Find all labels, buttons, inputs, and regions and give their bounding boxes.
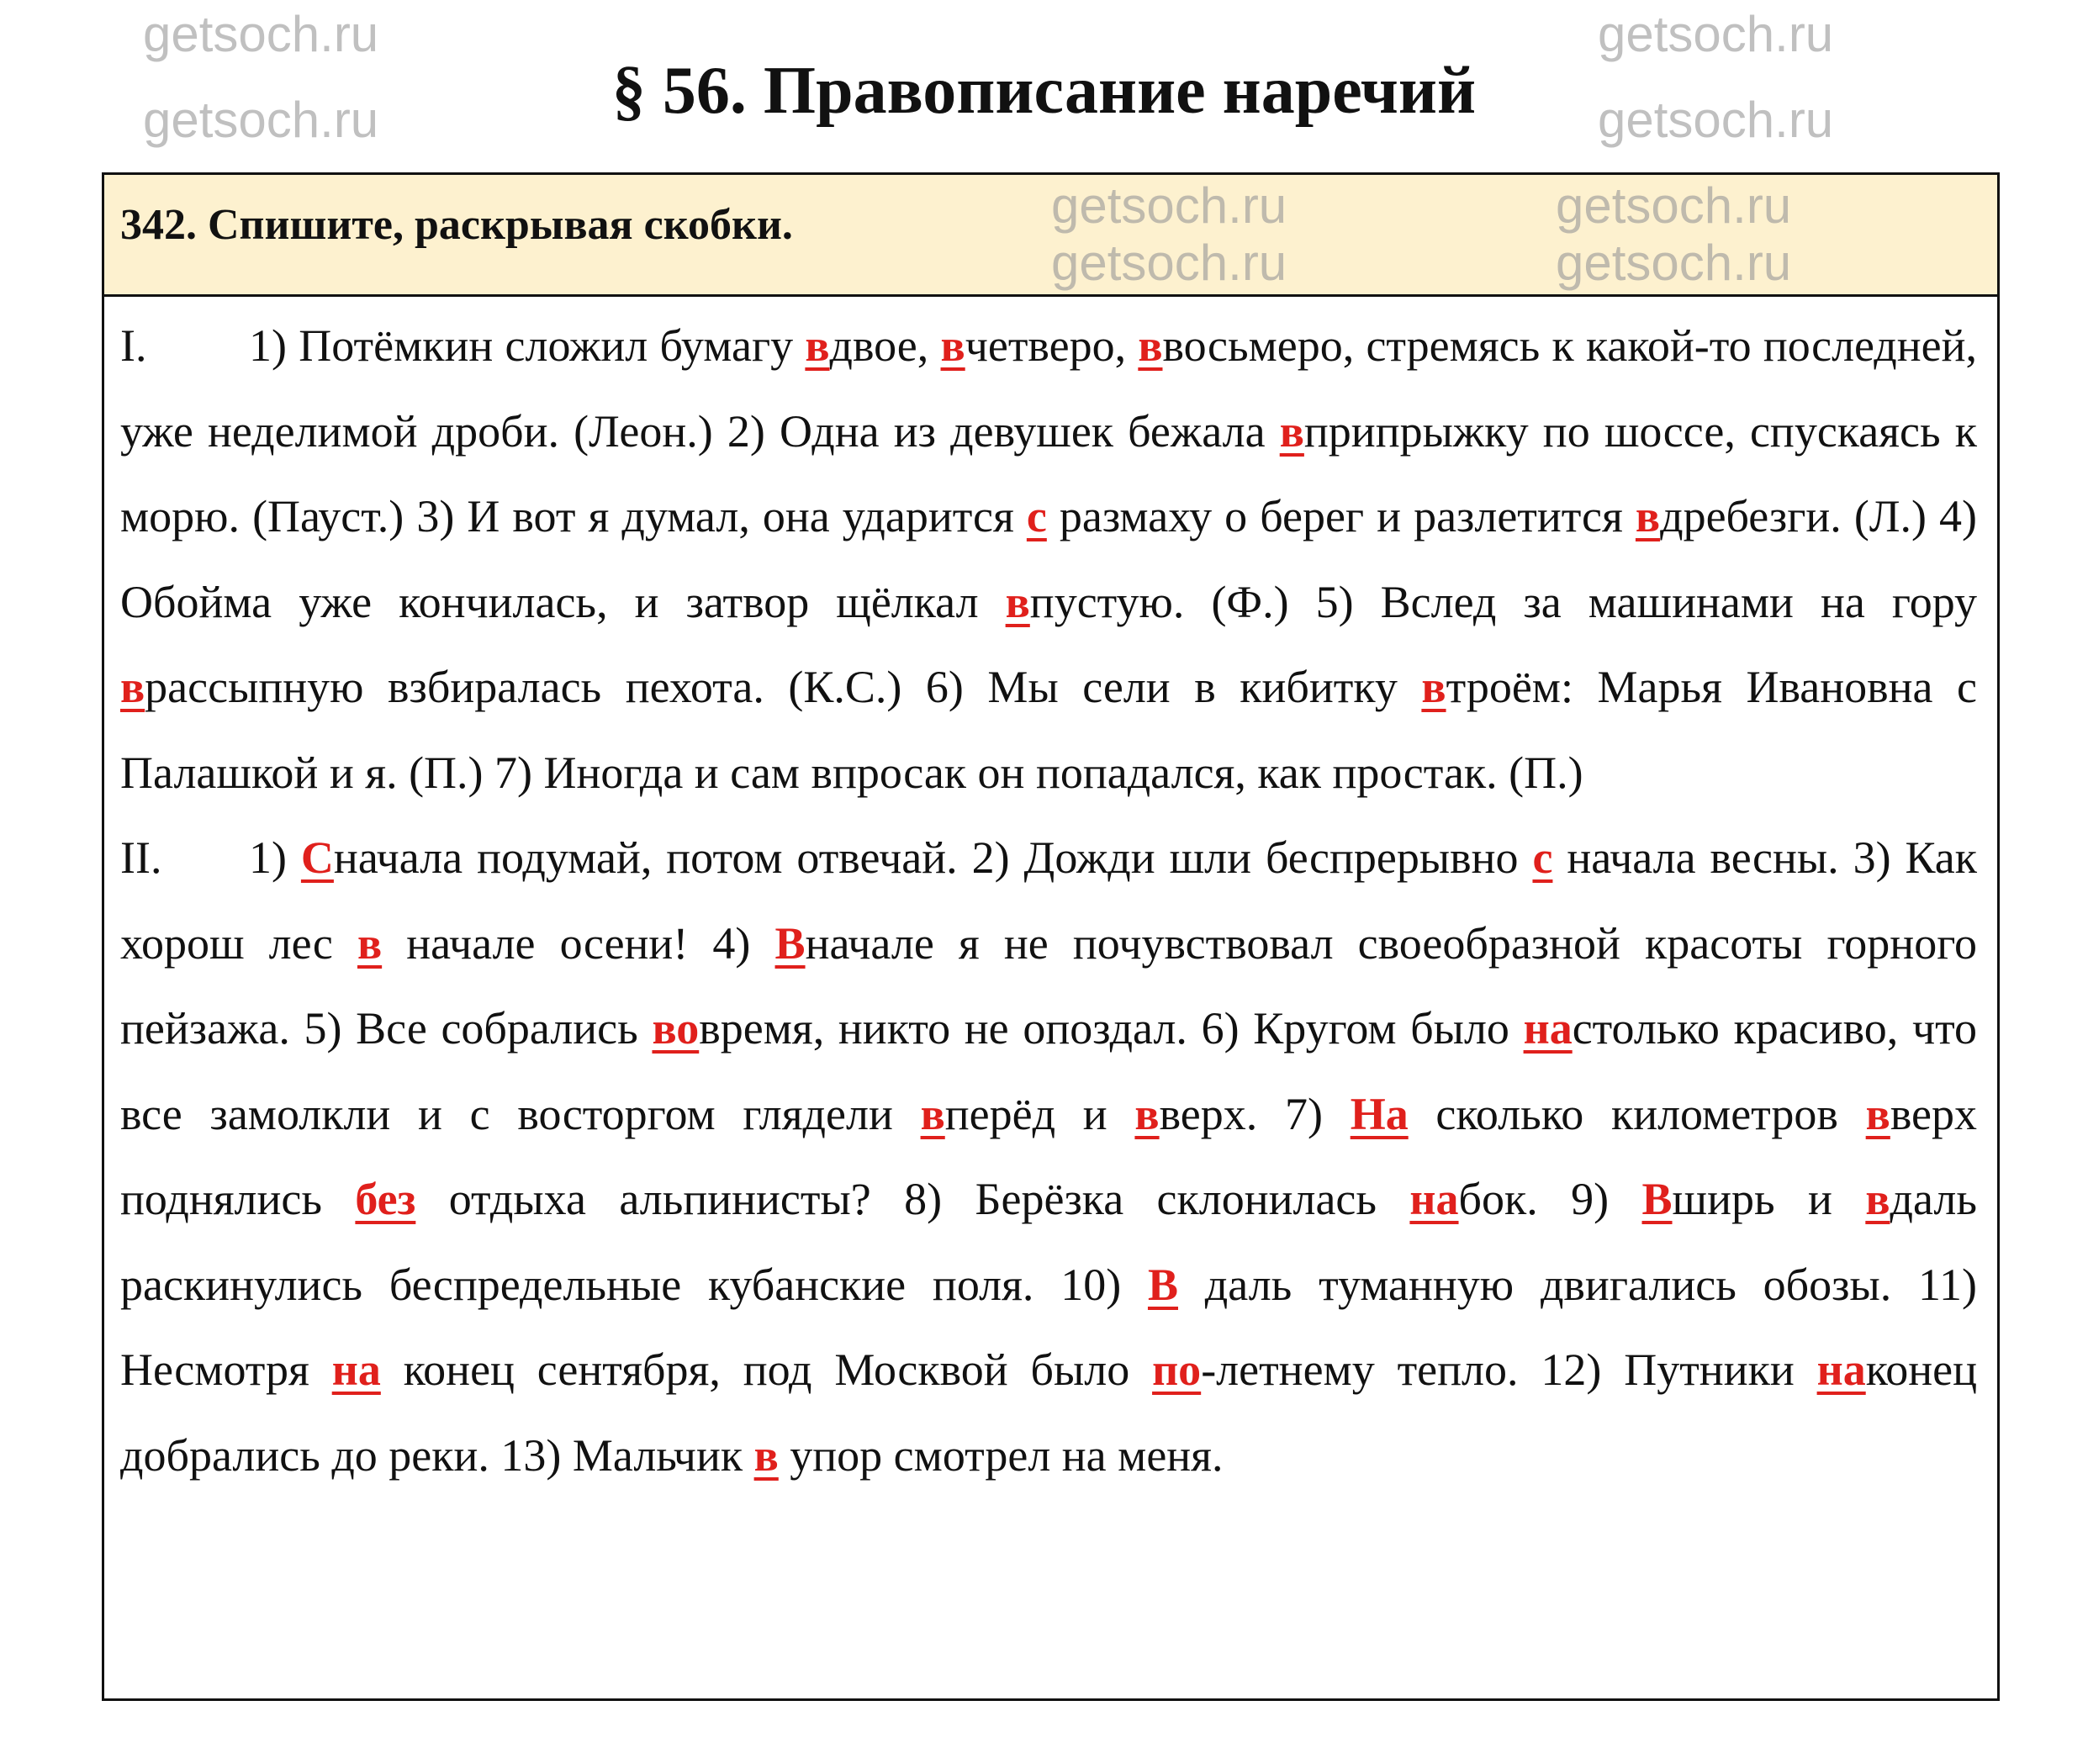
inserted-letters: в [120, 662, 145, 712]
text-segment: отдыха альпинисты? 8) Берёзка склонилась [415, 1174, 1410, 1224]
text-segment: верх поднялись [120, 1088, 1977, 1224]
text-segment: перёд и [944, 1088, 1135, 1139]
inserted-letters: в [357, 917, 383, 969]
text-segment: конец добрались до реки. 13) Мальчик [120, 1344, 1977, 1481]
exercise-body [104, 297, 1997, 1498]
watermark: getsoch.ru [143, 92, 379, 148]
inserted-letters: в [1865, 1174, 1890, 1224]
inserted-letters: в [1279, 405, 1304, 457]
inserted-letters: в [1421, 662, 1446, 712]
inserted-letters: без [355, 1174, 416, 1224]
text-segment: размаху о берег и разлетится [1046, 491, 1636, 541]
text-segment: начала весны. 3) Как хорош лес [120, 832, 1978, 969]
watermark: getsoch.ru [1598, 92, 1834, 148]
text-segment: даль туманную двигались обозы. 11) Несмотря [120, 1259, 1977, 1395]
inserted-letters: в [1635, 491, 1661, 541]
inserted-letters: на [331, 1344, 381, 1395]
exercise-card [102, 172, 2000, 1701]
inserted-letters: В [1147, 1259, 1178, 1310]
paragraph-label: I. [120, 320, 147, 371]
inserted-letters: С [300, 832, 334, 883]
inserted-letters: в [1134, 1088, 1160, 1139]
inserted-letters: В [774, 917, 806, 969]
text-segment: 1) [249, 832, 301, 883]
text-segment: дребезги. (Л.) 4) Обойма уже кончилась, и затвор щёлкал [120, 491, 1977, 627]
text-segment: начале осени! 4) [382, 917, 775, 969]
inserted-letters: в [1138, 320, 1163, 371]
paragraph-2 [120, 816, 1977, 1498]
watermark: getsoch.ru [1556, 235, 1792, 291]
inserted-letters: в [940, 320, 965, 371]
text-segment: время, никто не опоздал. 6) Кругом было [699, 1003, 1524, 1054]
text-segment: двое, [829, 320, 941, 371]
text-segment: четверо, [965, 320, 1139, 371]
paragraph-label: II. [120, 832, 162, 883]
text-segment: ширь и [1672, 1174, 1866, 1224]
text-segment: рассыпную взбиралась пехота. (К.С.) 6) Мы сели в кибитку [145, 662, 1422, 712]
exercise-header: 342. Спишите, раскрывая скобки. [104, 175, 1997, 297]
text-segment: столько красиво, что все замолкли и с восторгом глядели [120, 1003, 1978, 1139]
inserted-letters: по [1152, 1344, 1202, 1395]
inserted-letters: в [1865, 1088, 1890, 1139]
inserted-letters: на [1816, 1344, 1866, 1395]
watermark: getsoch.ru [1051, 177, 1287, 234]
section-title: § 56. Правописание наречий [611, 54, 1477, 128]
inserted-letters: на [1409, 1174, 1459, 1224]
text-segment: пустую. (Ф.) 5) Вслед за машинами на гору [1029, 576, 1977, 627]
watermark: getsoch.ru [1598, 6, 1834, 62]
watermark: getsoch.ru [1051, 235, 1287, 291]
text-segment: восьмеро, стремясь к какой-то последней, уже неделимой дроби. (Леон.) 2) Одна из девушек бежала [120, 320, 1978, 457]
inserted-letters: с [1532, 832, 1553, 883]
watermark: getsoch.ru [1556, 177, 1792, 234]
inserted-letters: На [1350, 1088, 1409, 1139]
inserted-letters: с [1026, 491, 1047, 541]
text-segment: троём: Марья Ивановна с Палашкой и я. (П.) 7) Иногда и сам впросак он попадался, как простак. (П.) [120, 662, 1977, 798]
text-segment: сколько километров [1408, 1088, 1866, 1139]
text-segment: бок. 9) [1458, 1174, 1642, 1224]
text-segment: припрыжку по шоссе, спускаясь к морю. (Пауст.) 3) И вот я думал, она ударится [120, 405, 1977, 541]
inserted-letters: в [920, 1088, 945, 1139]
text-segment: 1) Потёмкин сложил бумагу [249, 320, 806, 371]
inserted-letters: в [1005, 576, 1030, 627]
text-segment: даль раскинулись беспредельные кубанские поля. 10) [120, 1174, 1977, 1310]
inserted-letters: в [753, 1429, 779, 1481]
text-segment: верх. 7) [1159, 1088, 1351, 1139]
text-segment: начале я не почувствовал своеобразной красоты горного пейзажа. 5) Все собрались [120, 917, 1977, 1054]
watermark: getsoch.ru [143, 6, 379, 62]
inserted-letters: во [652, 1003, 700, 1054]
inserted-letters: в [805, 320, 830, 371]
text-segment: упор смотрел на меня. [778, 1429, 1224, 1481]
paragraph-1 [120, 304, 1977, 816]
text-segment: конец сентября, под Москвой было [380, 1344, 1153, 1395]
text-segment: -летнему тепло. 12) Путники [1201, 1344, 1817, 1395]
text-segment: начала подумай, потом отвечай. 2) Дожди шли беспрерывно [333, 832, 1533, 883]
inserted-letters: В [1641, 1174, 1673, 1224]
inserted-letters: на [1523, 1003, 1573, 1054]
